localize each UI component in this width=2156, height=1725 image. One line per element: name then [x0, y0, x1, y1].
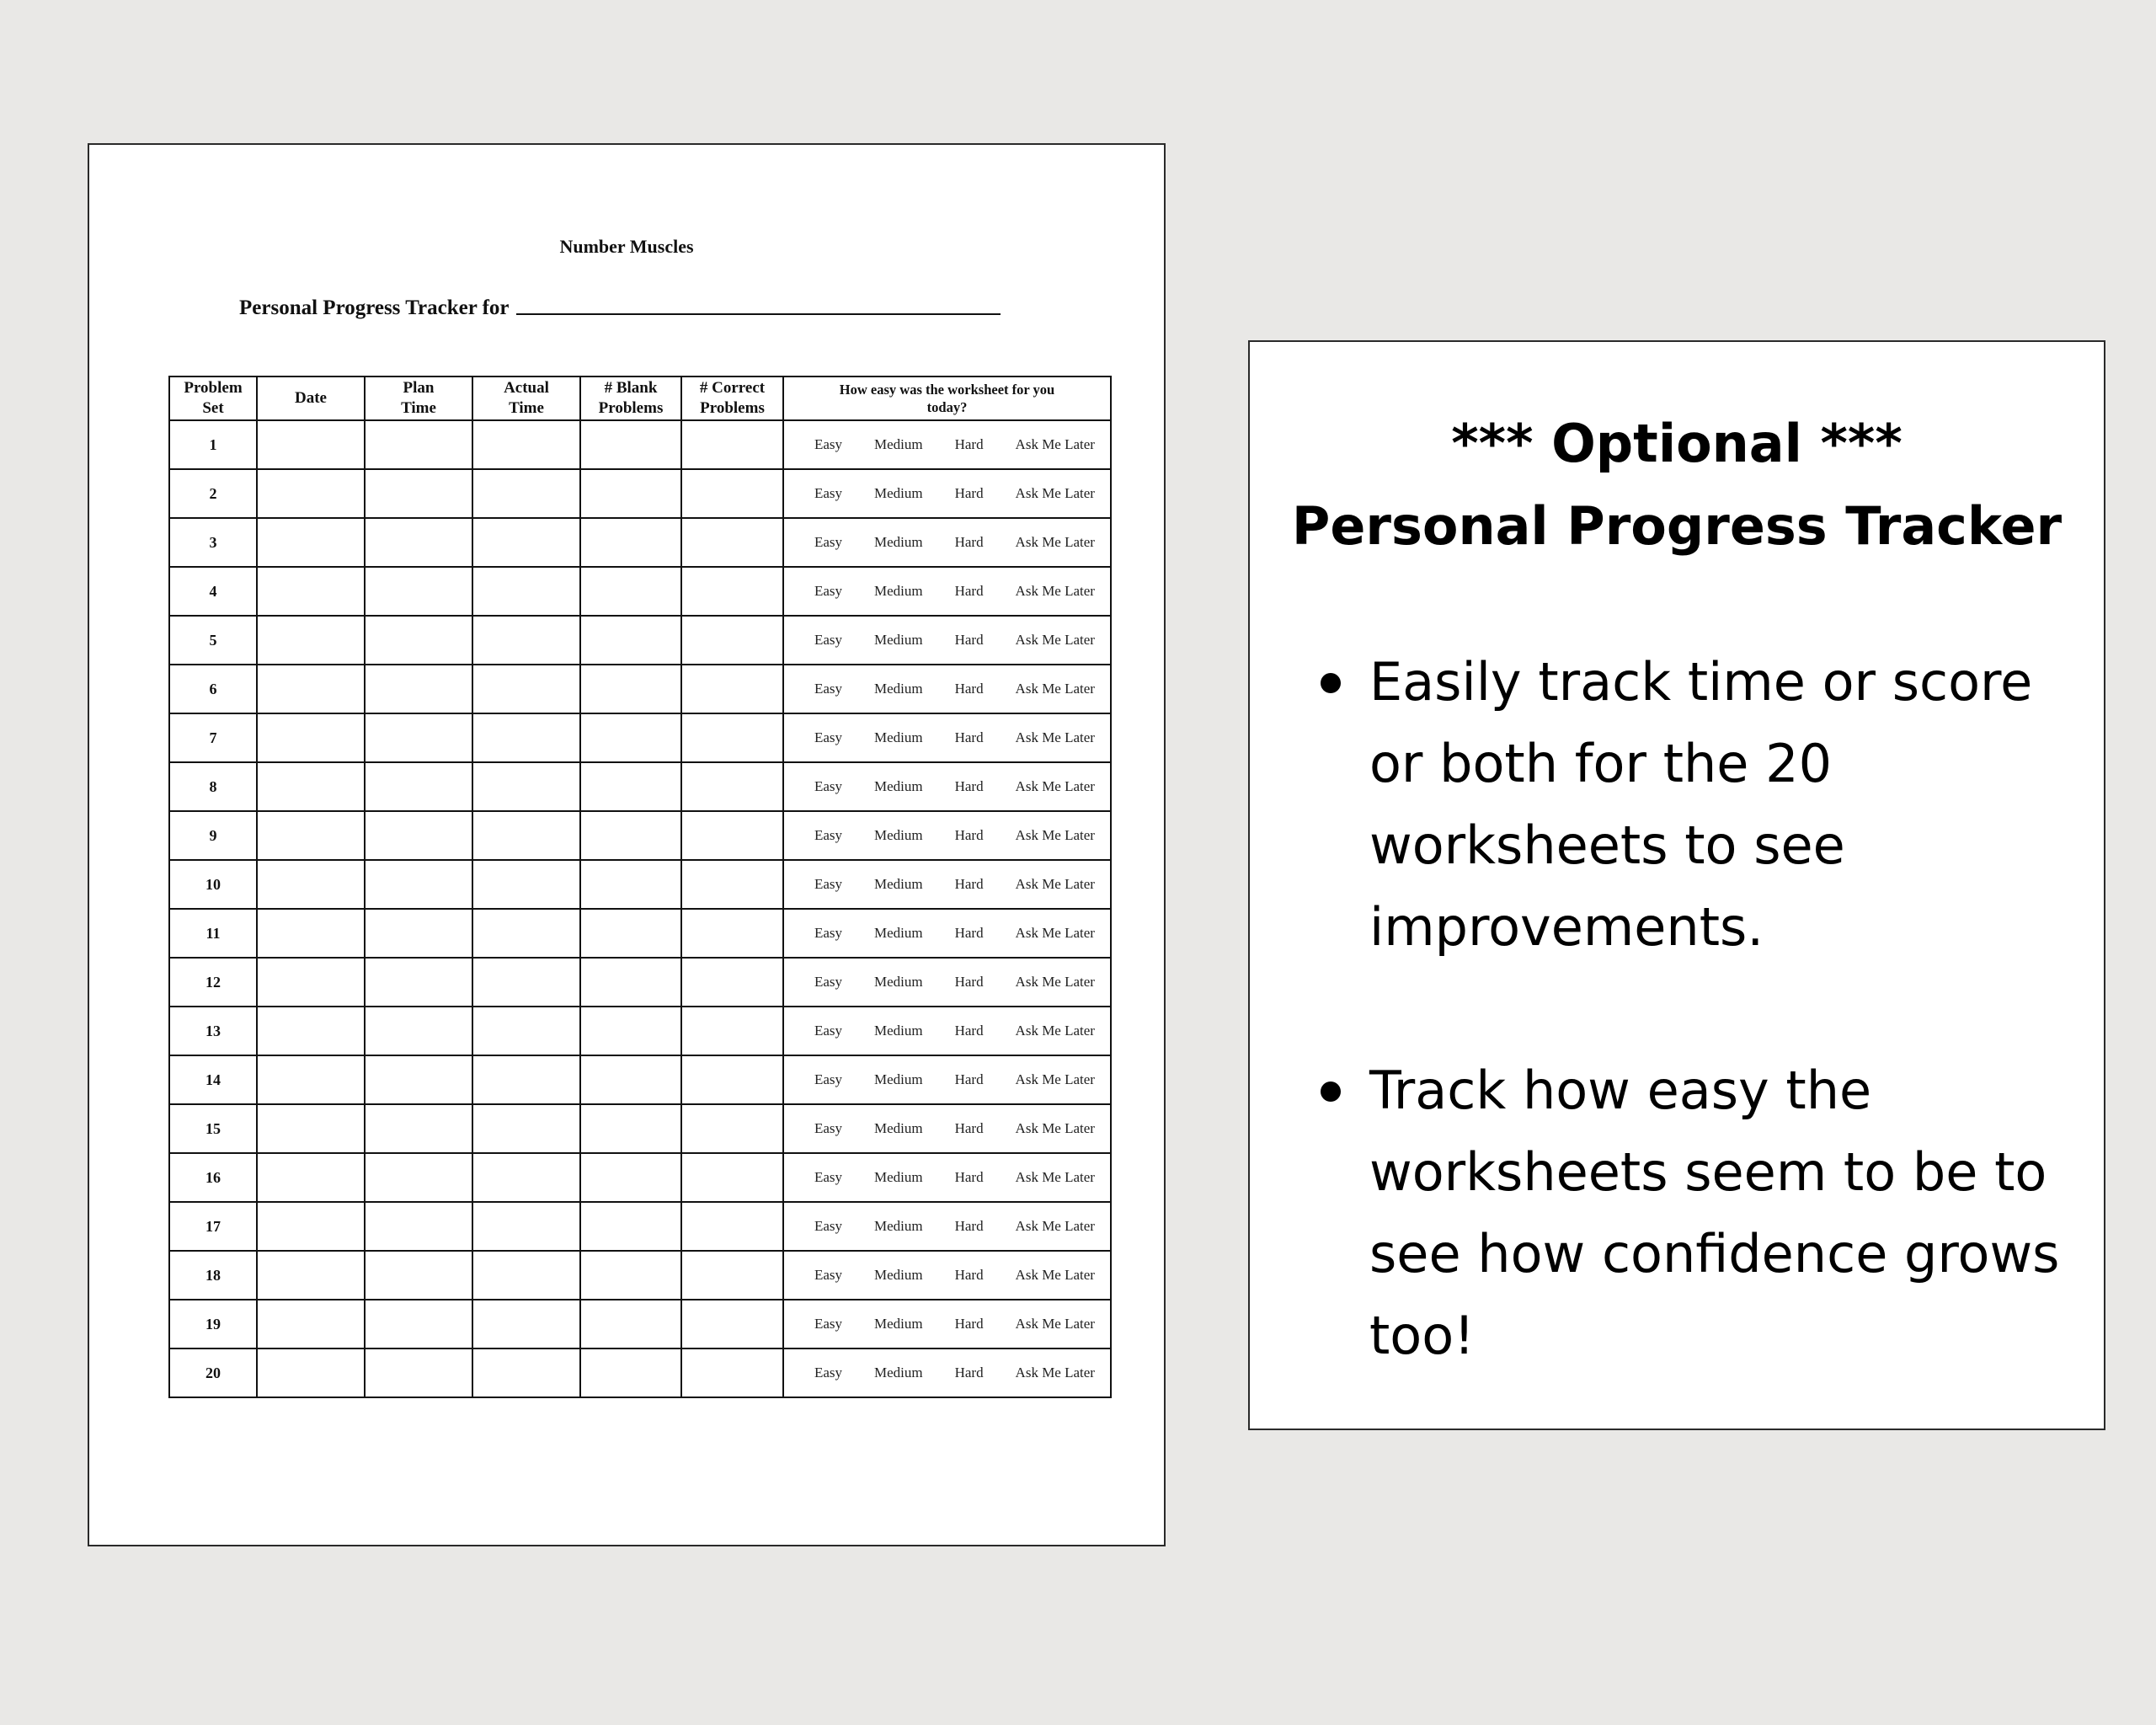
rating-option: Hard: [954, 729, 984, 745]
rating-option: Hard: [954, 534, 984, 550]
rating-option: Ask Me Later: [1015, 1071, 1095, 1087]
date-cell: [257, 860, 365, 909]
rating-option: Medium: [874, 1023, 923, 1039]
ease-rating-cell: [783, 909, 1111, 958]
blank-problems-cell: [580, 1251, 681, 1300]
rating-option: Medium: [874, 974, 923, 990]
correct-problems-cell: [681, 958, 783, 1007]
blank-problems-cell: [580, 567, 681, 616]
ease-rating-cell: [783, 811, 1111, 860]
problem-set-number: 18: [169, 1251, 257, 1300]
rating-option: Easy: [814, 876, 843, 892]
ease-rating-cell: [783, 1251, 1111, 1300]
correct-problems-cell: [681, 665, 783, 713]
blank-problems-cell: [580, 1104, 681, 1153]
rating-option: Ask Me Later: [1015, 436, 1095, 452]
rating-option: Ask Me Later: [1015, 1365, 1095, 1381]
blank-problems-cell: [580, 665, 681, 713]
blank-problems-cell: [580, 1348, 681, 1397]
table-row: [169, 1202, 1111, 1251]
rating-option: Ask Me Later: [1015, 974, 1095, 990]
feature-text: Track how easy the worksheets seem to be to see how confidence grows too!: [1369, 1060, 2060, 1366]
rating-option: Medium: [874, 436, 923, 452]
date-cell: [257, 958, 365, 1007]
rating-option: Easy: [814, 1316, 843, 1332]
rating-option: Easy: [814, 632, 843, 648]
plan-time-cell: [365, 1153, 472, 1202]
table-row: [169, 909, 1111, 958]
rating-option: Medium: [874, 1120, 923, 1136]
rating-option: Ask Me Later: [1015, 1023, 1095, 1039]
correct-problems-cell: [681, 1153, 783, 1202]
actual-time-cell: [472, 811, 580, 860]
correct-problems-cell: [681, 1300, 783, 1348]
rating-option: Ask Me Later: [1015, 1169, 1095, 1185]
plan-time-cell: [365, 713, 472, 762]
table-row: [169, 420, 1111, 469]
rating-option: Ask Me Later: [1015, 681, 1095, 697]
table-row: [169, 469, 1111, 518]
table-row: [169, 1251, 1111, 1300]
actual-time-cell: [472, 713, 580, 762]
correct-problems-cell: [681, 616, 783, 665]
rating-option: Easy: [814, 925, 843, 941]
rating-option: Easy: [814, 1120, 843, 1136]
problem-set-number: 3: [169, 518, 257, 567]
panel-heading: [1250, 403, 2104, 568]
rating-option: Hard: [954, 876, 984, 892]
table-row: [169, 616, 1111, 665]
blank-problems-cell: [580, 1202, 681, 1251]
table-row: [169, 665, 1111, 713]
problem-set-number: 7: [169, 713, 257, 762]
actual-time-cell: [472, 1348, 580, 1397]
problem-set-number: 10: [169, 860, 257, 909]
ease-rating-options: [784, 1267, 1110, 1284]
rating-option: Hard: [954, 1365, 984, 1381]
rating-option: Easy: [814, 1218, 843, 1234]
problem-set-number: 4: [169, 567, 257, 616]
rating-option: Ask Me Later: [1015, 1267, 1095, 1283]
problem-set-number: 11: [169, 909, 257, 958]
ease-rating-options: [784, 485, 1110, 502]
rating-option: Medium: [874, 1071, 923, 1087]
ease-rating-options: [784, 1316, 1110, 1332]
rating-option: Medium: [874, 632, 923, 648]
rating-option: Medium: [874, 876, 923, 892]
ease-rating-options: [784, 1120, 1110, 1137]
plan-time-cell: [365, 1202, 472, 1251]
rating-option: Easy: [814, 681, 843, 697]
actual-time-cell: [472, 860, 580, 909]
plan-time-cell: [365, 811, 472, 860]
table-row: [169, 1055, 1111, 1104]
ease-rating-cell: [783, 713, 1111, 762]
problem-set-number: 15: [169, 1104, 257, 1153]
actual-time-cell: [472, 420, 580, 469]
rating-option: Ask Me Later: [1015, 925, 1095, 941]
problem-set-number: 17: [169, 1202, 257, 1251]
panel-heading-title: Personal Progress Tracker: [1291, 495, 2063, 557]
date-cell: [257, 811, 365, 860]
header-problem-set: Problem Set: [169, 377, 257, 420]
ease-rating-options: [784, 827, 1110, 844]
table-row: [169, 518, 1111, 567]
date-cell: [257, 1055, 365, 1104]
actual-time-cell: [472, 1104, 580, 1153]
ease-rating-options: [784, 436, 1110, 453]
rating-option: Ask Me Later: [1015, 632, 1095, 648]
header-plan-time: Plan Time: [365, 377, 472, 420]
plan-time-cell: [365, 469, 472, 518]
rating-option: Hard: [954, 1218, 984, 1234]
plan-time-cell: [365, 958, 472, 1007]
rating-option: Medium: [874, 485, 923, 501]
problem-set-number: 9: [169, 811, 257, 860]
blank-problems-cell: [580, 420, 681, 469]
problem-set-number: 8: [169, 762, 257, 811]
worksheet-title: Number Muscles: [559, 236, 694, 257]
ease-rating-options: [784, 778, 1110, 795]
actual-time-cell: [472, 665, 580, 713]
name-blank-line: [516, 312, 1001, 315]
header-correct-problems: # Correct Problems: [681, 377, 783, 420]
rating-option: Medium: [874, 1365, 923, 1381]
actual-time-cell: [472, 762, 580, 811]
rating-option: Ask Me Later: [1015, 583, 1095, 599]
rating-option: Hard: [954, 1169, 984, 1185]
ease-rating-options: [784, 1071, 1110, 1088]
ease-rating-options: [784, 583, 1110, 600]
date-cell: [257, 909, 365, 958]
rating-option: Easy: [814, 583, 843, 599]
feature-text: Easily track time or score or both for the 20 worksheets to see improvements.: [1369, 651, 2033, 958]
ease-rating-cell: [783, 616, 1111, 665]
ease-rating-cell: [783, 762, 1111, 811]
plan-time-cell: [365, 1251, 472, 1300]
table-row: [169, 762, 1111, 811]
plan-time-cell: [365, 909, 472, 958]
date-cell: [257, 1153, 365, 1202]
date-cell: [257, 1300, 365, 1348]
rating-option: Easy: [814, 1023, 843, 1039]
ease-rating-options: [784, 729, 1110, 746]
blank-problems-cell: [580, 860, 681, 909]
rating-option: Easy: [814, 1365, 843, 1381]
table-row: [169, 1153, 1111, 1202]
rating-option: Ask Me Later: [1015, 778, 1095, 794]
correct-problems-cell: [681, 420, 783, 469]
info-panel: [1248, 340, 2105, 1430]
table-body: [169, 420, 1111, 1397]
blank-problems-cell: [580, 469, 681, 518]
feature-item: [1309, 641, 2087, 968]
progress-table: [168, 376, 1112, 1398]
correct-problems-cell: [681, 762, 783, 811]
rating-option: Hard: [954, 1023, 984, 1039]
ease-rating-cell: [783, 860, 1111, 909]
bullet-dot-icon: [1321, 1081, 1341, 1102]
blank-problems-cell: [580, 762, 681, 811]
ease-rating-cell: [783, 665, 1111, 713]
plan-time-cell: [365, 1300, 472, 1348]
correct-problems-cell: [681, 469, 783, 518]
correct-problems-cell: [681, 860, 783, 909]
rating-option: Hard: [954, 632, 984, 648]
ease-rating-cell: [783, 1153, 1111, 1202]
ease-rating-cell: [783, 567, 1111, 616]
rating-option: Ask Me Later: [1015, 729, 1095, 745]
correct-problems-cell: [681, 1007, 783, 1055]
ease-rating-options: [784, 632, 1110, 649]
correct-problems-cell: [681, 1202, 783, 1251]
plan-time-cell: [365, 860, 472, 909]
header-date: Date: [257, 377, 365, 420]
ease-rating-cell: [783, 1104, 1111, 1153]
rating-option: Medium: [874, 925, 923, 941]
rating-option: Hard: [954, 436, 984, 452]
rating-option: Easy: [814, 1267, 843, 1283]
table-row: [169, 958, 1111, 1007]
correct-problems-cell: [681, 1348, 783, 1397]
blank-problems-cell: [580, 518, 681, 567]
rating-option: Hard: [954, 583, 984, 599]
tracker-label: Personal Progress Tracker for: [239, 296, 510, 319]
rating-option: Medium: [874, 827, 923, 843]
rating-option: Medium: [874, 729, 923, 745]
date-cell: [257, 1348, 365, 1397]
table-row: [169, 860, 1111, 909]
date-cell: [257, 518, 365, 567]
correct-problems-cell: [681, 1055, 783, 1104]
date-cell: [257, 567, 365, 616]
ease-rating-cell: [783, 1348, 1111, 1397]
worksheet-page: [88, 143, 1166, 1546]
actual-time-cell: [472, 1300, 580, 1348]
actual-time-cell: [472, 1007, 580, 1055]
rating-option: Ask Me Later: [1015, 1218, 1095, 1234]
rating-option: Ask Me Later: [1015, 534, 1095, 550]
correct-problems-cell: [681, 1251, 783, 1300]
ease-rating-options: [784, 1218, 1110, 1235]
problem-set-number: 16: [169, 1153, 257, 1202]
plan-time-cell: [365, 1055, 472, 1104]
rating-option: Hard: [954, 925, 984, 941]
blank-problems-cell: [580, 958, 681, 1007]
date-cell: [257, 1007, 365, 1055]
rating-option: Easy: [814, 485, 843, 501]
rating-option: Medium: [874, 778, 923, 794]
correct-problems-cell: [681, 811, 783, 860]
correct-problems-cell: [681, 713, 783, 762]
date-cell: [257, 616, 365, 665]
problem-set-number: 14: [169, 1055, 257, 1104]
table-row: [169, 1104, 1111, 1153]
blank-problems-cell: [580, 1300, 681, 1348]
correct-problems-cell: [681, 567, 783, 616]
ease-rating-cell: [783, 1300, 1111, 1348]
problem-set-number: 1: [169, 420, 257, 469]
table-row: [169, 1300, 1111, 1348]
date-cell: [257, 469, 365, 518]
ease-rating-cell: [783, 1007, 1111, 1055]
actual-time-cell: [472, 909, 580, 958]
date-cell: [257, 762, 365, 811]
rating-option: Easy: [814, 827, 843, 843]
ease-rating-cell: [783, 958, 1111, 1007]
correct-problems-cell: [681, 1104, 783, 1153]
actual-time-cell: [472, 616, 580, 665]
table-row: [169, 1348, 1111, 1397]
date-cell: [257, 713, 365, 762]
plan-time-cell: [365, 420, 472, 469]
table-row: [169, 567, 1111, 616]
table-row: [169, 1007, 1111, 1055]
date-cell: [257, 1104, 365, 1153]
rating-option: Hard: [954, 1267, 984, 1283]
ease-rating-cell: [783, 1202, 1111, 1251]
feature-item: [1309, 1049, 2087, 1376]
actual-time-cell: [472, 1202, 580, 1251]
rating-option: Easy: [814, 1169, 843, 1185]
rating-option: Hard: [954, 827, 984, 843]
ease-rating-cell: [783, 420, 1111, 469]
problem-set-number: 13: [169, 1007, 257, 1055]
rating-option: Easy: [814, 729, 843, 745]
actual-time-cell: [472, 1251, 580, 1300]
rating-option: Easy: [814, 1071, 843, 1087]
problem-set-number: 20: [169, 1348, 257, 1397]
rating-option: Easy: [814, 974, 843, 990]
plan-time-cell: [365, 1007, 472, 1055]
ease-rating-cell: [783, 518, 1111, 567]
plan-time-cell: [365, 616, 472, 665]
feature-list: [1309, 641, 2087, 1458]
ease-rating-options: [784, 925, 1110, 942]
date-cell: [257, 1251, 365, 1300]
rating-option: Medium: [874, 681, 923, 697]
ease-rating-options: [784, 1023, 1110, 1039]
actual-time-cell: [472, 469, 580, 518]
header-actual-time: Actual Time: [472, 377, 580, 420]
date-cell: [257, 665, 365, 713]
rating-option: Ask Me Later: [1015, 1316, 1095, 1332]
plan-time-cell: [365, 567, 472, 616]
rating-option: Easy: [814, 436, 843, 452]
table-row: [169, 811, 1111, 860]
rating-option: Hard: [954, 1071, 984, 1087]
date-cell: [257, 1202, 365, 1251]
blank-problems-cell: [580, 713, 681, 762]
correct-problems-cell: [681, 518, 783, 567]
problem-set-number: 2: [169, 469, 257, 518]
ease-rating-cell: [783, 469, 1111, 518]
rating-option: Ask Me Later: [1015, 827, 1095, 843]
rating-option: Medium: [874, 1169, 923, 1185]
actual-time-cell: [472, 1153, 580, 1202]
problem-set-number: 12: [169, 958, 257, 1007]
blank-problems-cell: [580, 1007, 681, 1055]
rating-option: Medium: [874, 534, 923, 550]
rating-option: Medium: [874, 1267, 923, 1283]
ease-rating-options: [784, 1169, 1110, 1186]
plan-time-cell: [365, 665, 472, 713]
ease-rating-options: [784, 1365, 1110, 1381]
header-blank-problems: # Blank Problems: [580, 377, 681, 420]
panel-heading-optional: *** Optional ***: [1451, 413, 1903, 474]
ease-rating-options: [784, 974, 1110, 991]
blank-problems-cell: [580, 1055, 681, 1104]
plan-time-cell: [365, 762, 472, 811]
rating-option: Medium: [874, 583, 923, 599]
table-row: [169, 713, 1111, 762]
problem-set-number: 6: [169, 665, 257, 713]
rating-option: Easy: [814, 778, 843, 794]
rating-option: Hard: [954, 681, 984, 697]
rating-option: Hard: [954, 1316, 984, 1332]
header-ease-question: How easy was the worksheet for you today?: [783, 377, 1111, 420]
rating-option: Medium: [874, 1218, 923, 1234]
actual-time-cell: [472, 1055, 580, 1104]
rating-option: Ask Me Later: [1015, 876, 1095, 892]
rating-option: Hard: [954, 974, 984, 990]
problem-set-number: 5: [169, 616, 257, 665]
rating-option: Hard: [954, 778, 984, 794]
actual-time-cell: [472, 958, 580, 1007]
blank-problems-cell: [580, 616, 681, 665]
blank-problems-cell: [580, 811, 681, 860]
ease-rating-cell: [783, 1055, 1111, 1104]
plan-time-cell: [365, 518, 472, 567]
actual-time-cell: [472, 567, 580, 616]
rating-option: Ask Me Later: [1015, 485, 1095, 501]
problem-set-number: 19: [169, 1300, 257, 1348]
blank-problems-cell: [580, 909, 681, 958]
actual-time-cell: [472, 518, 580, 567]
rating-option: Ask Me Later: [1015, 1120, 1095, 1136]
correct-problems-cell: [681, 909, 783, 958]
ease-rating-options: [784, 876, 1110, 893]
tracker-name-line: [239, 296, 1001, 320]
rating-option: Medium: [874, 1316, 923, 1332]
rating-option: Hard: [954, 485, 984, 501]
rating-option: Hard: [954, 1120, 984, 1136]
ease-rating-options: [784, 681, 1110, 697]
rating-option: Easy: [814, 534, 843, 550]
blank-problems-cell: [580, 1153, 681, 1202]
plan-time-cell: [365, 1104, 472, 1153]
bullet-dot-icon: [1321, 673, 1341, 693]
date-cell: [257, 420, 365, 469]
ease-rating-options: [784, 534, 1110, 551]
plan-time-cell: [365, 1348, 472, 1397]
table-header-row: [169, 377, 1111, 420]
